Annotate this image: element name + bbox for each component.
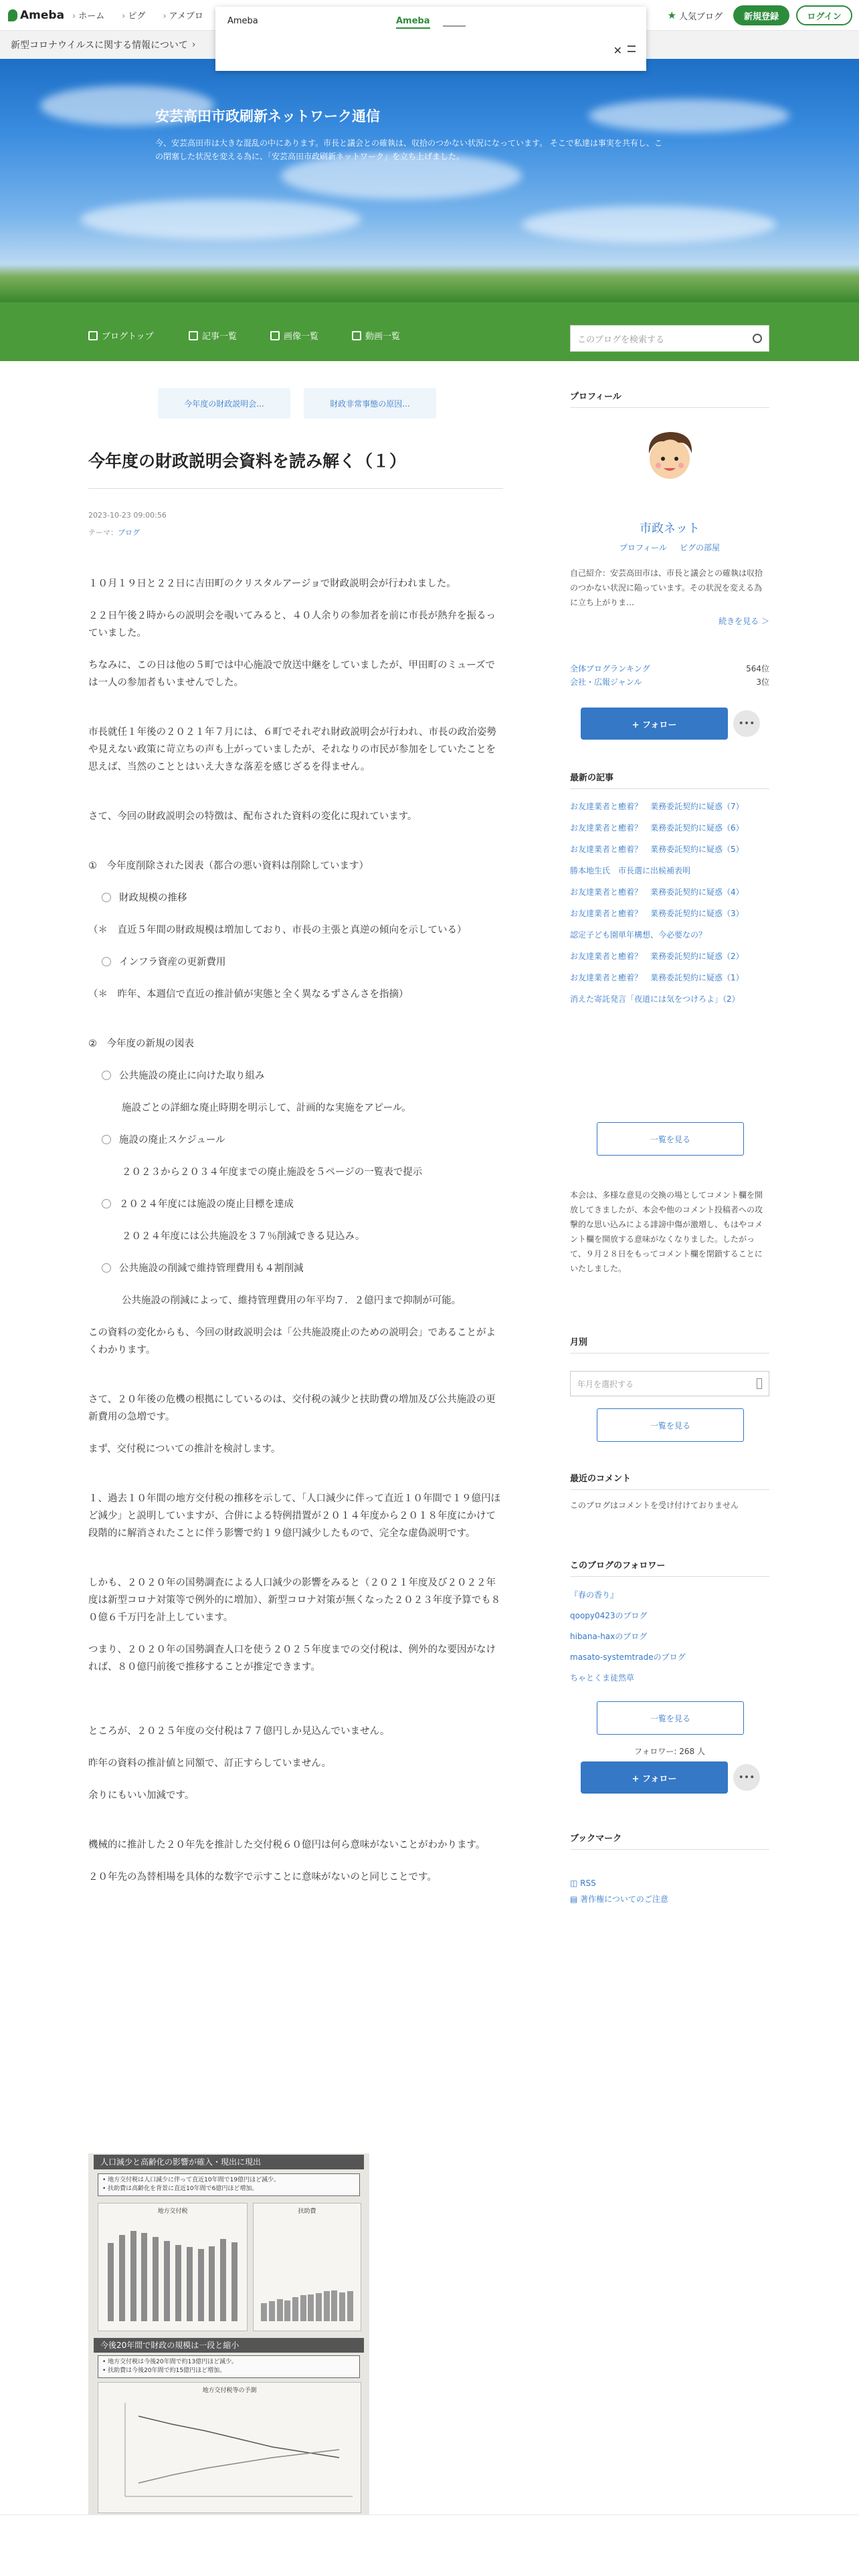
ranking-row[interactable]: [570, 662, 769, 675]
article-paragraph: ところが、２０２５年度の交付税は７７億円しか見込んでいません。: [88, 1726, 390, 1737]
login-button[interactable]: ログイン: [796, 5, 852, 25]
next-article-link[interactable]: 財政非常事態の原因...: [304, 388, 436, 419]
profile-heading: プロフィール: [570, 389, 769, 408]
followers-heading: このブログのフォロワー: [570, 1558, 769, 1577]
logo-text: Ameba: [20, 8, 65, 22]
follower-link[interactable]: ちゃとくま徒然草: [570, 1673, 635, 1683]
popup-title: Ameba: [227, 16, 258, 26]
profile-link[interactable]: プロフィール: [619, 543, 667, 552]
register-button[interactable]: 新規登録: [733, 5, 789, 25]
chevron-right-icon: ›: [191, 39, 196, 50]
nav-article-list[interactable]: [189, 329, 237, 342]
blog-description: 今、安芸高田市は大きな混乱の中にあります。市長と議会との確執は、収拾のつかない状況になっています。 そこで私達は事実を共有し、この閉塞した状況を変える為に、「安芸高田市政刷新ネットワーク」を立ち上げました。: [155, 138, 662, 161]
bookmark-heading: ブックマーク: [570, 1831, 769, 1850]
profile-links: [570, 542, 769, 553]
latest-article-link[interactable]: お友達業者と癒着？ 業務委託契約に疑惑（2）: [570, 952, 744, 961]
list-note: （＊ 直近５年間の財政規模は増加しており、市長の主張と真逆の傾向を示している）: [88, 925, 467, 936]
list-item-text: インフラ資産の更新費用: [119, 957, 226, 968]
ranking-label: 全体ブログランキング: [570, 664, 650, 673]
article-paragraph: １、過去１０年間の地方交付税の推移を示して、「人口減少に伴って直近１０年間で１９億円ほど減少」と説明していますが、合併による特例措置が２０１４年度から２０１８年度にかけて段階的に解消されたことに伴う影響で約１９億円減少したもので、完全な虚偽説明です。: [88, 1493, 500, 1539]
scan-bar: [308, 2294, 314, 2322]
latest-article-link[interactable]: お友達業者と癒着？ 業務委託契約に疑惑（6）: [570, 823, 744, 833]
scan-bar: [108, 2243, 114, 2321]
follower-count: フォロワー: 268 人: [634, 1747, 705, 1756]
scan-note: [98, 2173, 360, 2196]
scan-bar: [277, 2299, 283, 2321]
scan-bar: [198, 2249, 204, 2321]
latest-article-link[interactable]: お友達業者と癒着？ 業務委託契約に疑惑（5）: [570, 845, 744, 854]
popup-tab-ameba[interactable]: Ameba: [396, 16, 430, 29]
nav-ameblo-link[interactable]: › アメブロ: [163, 9, 203, 21]
scan-line-chart: [98, 2383, 362, 2514]
list-note: （＊ 昨年、本週信で直近の推計値が実態と全く異なるずさんさを指摘）: [88, 989, 409, 1000]
scan-panel-label: 地方交付税等の予測: [202, 2387, 257, 2394]
radio-bullet-icon: [102, 1263, 111, 1273]
scan-note-line: • 地方交付税は人口減少に伴って直近10年間で19億円ほど減少。: [102, 2177, 280, 2183]
list-note: 施設ごとの詳細な廃止時期を明示して、計画的な実施をアピール。: [122, 1103, 411, 1113]
follower-link[interactable]: qoopy0423のブログ: [570, 1611, 648, 1620]
comment-notice: 本会は、多様な意見の交換の場としてコメント欄を開放してきましたが、本会や他のコメント投稿者への攻撃的な思い込みによる誹謗中傷が激増し、もはやコメント欄を開放する意味がなくなりました。したがって、９月２８日をもってコメント欄を閉鎖することにいたしました。: [570, 1190, 763, 1273]
latest-articles: [570, 770, 769, 1011]
star-icon: ★: [667, 9, 676, 21]
home-icon: [88, 331, 98, 340]
article-paragraph: つまり、２０２０年の国勢調査人口を使う２０２５年度までの交付税は、例外的な要因がなければ、８０億円前後で推移することが推定できます。: [88, 1644, 496, 1673]
cloud-decoration: [522, 206, 776, 243]
scan-chart-panel: [253, 2203, 361, 2331]
ranking-value: 564位: [746, 664, 769, 673]
theme-label: テーマ：: [88, 528, 118, 537]
blog-nav-items: [0, 302, 859, 361]
list-item-text: 公共施設の廃止に向けた取り組み: [119, 1071, 265, 1081]
article-paragraph: ちなみに、この日は他の５町では中心施設で放送中継をしていましたが、甲田町のミューズでは一人の参加者もいませんでした。: [88, 660, 495, 688]
list-note: ２０２４年度には公共施設を３７％削減できる見込み。: [122, 1231, 365, 1242]
scan-bar: [153, 2237, 159, 2321]
section-heading: ② 今年度の新規の図表: [88, 1039, 194, 1049]
scan-bar: [175, 2245, 181, 2321]
image-icon: [270, 331, 280, 340]
latest-article-link[interactable]: お友達業者と癒着？ 業務委託契約に疑惑（3）: [570, 909, 744, 918]
list-note: ２０２３から２０３４年度までの廃止施設を５ページの一覧表で提示: [122, 1167, 423, 1178]
ranking-value: 3位: [756, 677, 769, 687]
comments-text: このブログはコメントを受け付けておりません: [570, 1501, 739, 1510]
article-paragraph: 機械的に推計した２０年先を推計した交付税６０億円は何ら意味がないことがわかります。: [88, 1840, 486, 1850]
top-nav-links: [67, 9, 203, 21]
article-paragraph: 余りにもいい加減です。: [88, 1790, 195, 1801]
radio-bullet-icon: [102, 957, 111, 966]
scan-note-line: • 地方交付税は今後20年間で約13億円ほど減少。: [102, 2359, 238, 2365]
scan-bar: [347, 2291, 353, 2321]
scan-bar: [269, 2301, 275, 2321]
scan-bar: [220, 2239, 226, 2321]
article-paragraph: さて、今回の財政説明会の特徴は、配布された資料の変化に現れています。: [88, 811, 417, 822]
nav-home-link[interactable]: › ホーム: [72, 9, 104, 21]
scan-line-series: [138, 2450, 339, 2483]
list-note: 公共施設の削減によって、維持管理費用の年平均７．２億円まで抑制が可能。: [122, 1295, 462, 1306]
popular-blog-link[interactable]: [668, 9, 723, 22]
list-item: [88, 1196, 503, 1213]
followers-list-button[interactable]: 一覧を見る: [597, 1701, 744, 1735]
month-select[interactable]: [570, 1371, 769, 1396]
theme-link[interactable]: ブログ: [118, 528, 140, 537]
scan-bar: [316, 2293, 322, 2321]
article-paragraph: 市長就任１年後の２０２１年７月には、６町でそれぞれ財政説明会が行われ、市長の政治姿勢や見えない政策に苛立ちの声も上がっていましたが、それなりの市民が参加をしていたことを思えば、当然のこととはいえ大きな落差を感じざるを得ません。: [88, 727, 496, 772]
article-paragraph: 昨年の資料の推計値と同額で、訂正すらしていません。: [88, 1758, 332, 1769]
follow-button[interactable]: + フォロー: [581, 708, 728, 740]
scan-bar: [339, 2292, 345, 2322]
latest-article-link[interactable]: 消えた寄託発言「夜道には気をつけろよ」（2）: [570, 994, 740, 1004]
scan-note: [98, 2355, 360, 2378]
scan-bar: [164, 2241, 170, 2321]
nav-blog-top-label: ブログトップ: [102, 332, 154, 342]
follower-list: [570, 1585, 769, 1689]
popup-tab-placeholder[interactable]: [443, 25, 466, 27]
profile-name[interactable]: 市政ネット: [640, 522, 700, 536]
section-heading: ① 今年度削除された図表（都合の悪い資料は削除しています）: [88, 861, 369, 871]
article-paragraph: さて、２０年後の危機の根拠にしているのは、交付税の減少と扶助費の増加及び公共施設の更新費用の急増です。: [88, 1394, 496, 1422]
article-paragraph: ２２日午後２時からの説明会を覗いてみると、４０人余りの参加者を前に市長が熱弁を振るっていました。: [88, 611, 496, 639]
blog-title[interactable]: 安芸高田市政刷新ネットワーク通信: [155, 108, 380, 124]
follow-button-2[interactable]: + フォロー: [581, 1761, 728, 1794]
profile-intro: 自己紹介：安芸高田市は、市長と議会との確執は収拾のつかない状況に陥っています。その状況を変える為に立ち上がりま…: [570, 568, 763, 607]
follower-link[interactable]: hibana-haxのブログ: [570, 1632, 648, 1641]
more-options-button[interactable]: •••: [733, 710, 760, 737]
scan-bar: [187, 2247, 193, 2321]
latest-article-link[interactable]: お友達業者と癒着？ 業務委託契約に疑惑（4）: [570, 887, 744, 897]
follower-link[interactable]: 『春の香り』: [570, 1590, 619, 1600]
blog-search-placeholder: このブログを検索する: [577, 334, 665, 345]
bottom-bar: [0, 2514, 859, 2576]
read-more-link[interactable]: 続きを見る ＞: [719, 617, 769, 626]
scan-bar: [300, 2295, 306, 2321]
avatar[interactable]: [634, 419, 705, 490]
scan-bar: [119, 2235, 125, 2321]
latest-article-link[interactable]: 勝本地生氏 市長選に出候補表明: [570, 866, 691, 875]
radio-bullet-icon: [102, 1199, 111, 1208]
copyright-label: 著作権についてのご注意: [580, 1895, 668, 1904]
nav-pig-link[interactable]: › ピグ: [122, 9, 145, 21]
month-select-placeholder: 年月を選択する: [577, 1379, 634, 1389]
copyright-link[interactable]: [570, 1891, 769, 1907]
covid-notice-text: 新型コロナウイルスに関する情報について: [11, 40, 188, 51]
nav-video-list[interactable]: [352, 329, 400, 342]
scan-panel-label: 地方交付税: [157, 2208, 188, 2215]
article-paragraph: まず、交付税についての推計を検討します。: [88, 1444, 281, 1455]
avatar-illustration: [634, 419, 705, 490]
ranking-row[interactable]: [570, 675, 769, 689]
radio-bullet-icon: [102, 893, 111, 902]
ameba-logo[interactable]: [0, 9, 67, 22]
latest-article-link[interactable]: お友達業者と癒着？ 業務委託契約に疑惑（1）: [570, 973, 744, 982]
nav-video-list-label: 動画一覧: [365, 332, 401, 342]
rss-link[interactable]: [570, 1875, 769, 1891]
rss-icon: ◫: [570, 1879, 581, 1888]
latest-heading: 最新の記事: [570, 770, 769, 789]
article-paragraph: しかも、２０２０年の国勢調査による人口減少の影響をみると（２０２１年度及び２０２２年度は新型コロナ対策等で例外的に増加）、新型コロナ対策が無くなった２０２３年度予算でも８０億６千万円を計上しています。: [88, 1578, 501, 1623]
nav-blog-top[interactable]: [88, 329, 154, 342]
list-item-text: 施設の廃止スケジュール: [119, 1135, 225, 1146]
scan-bar: [292, 2297, 298, 2321]
article-theme: [88, 524, 167, 542]
list-icon: [189, 331, 198, 340]
article-meta: [88, 507, 167, 542]
article-title: 今年度の財政説明会資料を読み解く（１）: [88, 448, 503, 489]
more-options-button-2[interactable]: •••: [733, 1764, 760, 1791]
radio-bullet-icon: [102, 1135, 111, 1144]
scan-bar: [331, 2290, 337, 2322]
list-item-text: 財政規模の推移: [119, 893, 187, 903]
list-item-text: 公共施設の削減で維持管理費用も４割削減: [119, 1263, 304, 1274]
close-icon[interactable]: ✕: [613, 44, 622, 57]
scan-bar: [261, 2303, 267, 2321]
scanned-document-image[interactable]: [88, 2153, 369, 2516]
top-right-actions: [668, 5, 852, 25]
scan-chart-panel: [98, 2203, 248, 2331]
cloud-decoration: [589, 99, 789, 132]
latest-list-all-button[interactable]: 一覧を見る: [597, 1122, 744, 1156]
ranking-box: [570, 662, 769, 689]
scan-banner: 今後20年間で財政の規模は一段と縮小: [94, 2338, 364, 2353]
latest-article-link[interactable]: 認定子ども園単年構想、今必要なの？: [570, 930, 707, 940]
rss-label: RSS: [580, 1879, 596, 1888]
scan-bar: [324, 2291, 330, 2321]
list-item: [88, 1132, 503, 1149]
article-pagination: [158, 388, 436, 419]
popular-blog-label: 人気ブログ: [678, 11, 723, 22]
radio-bullet-icon: [102, 1071, 111, 1080]
latest-article-link[interactable]: お友達業者と癒着？ 業務委託契約に疑惑（7）: [570, 802, 744, 811]
scan-line-series: [138, 2416, 339, 2458]
month-heading: 月別: [570, 1335, 769, 1354]
scan-note-line: • 扶助費は高齢化を背景に直近10年間で6億円ほど増加。: [102, 2185, 258, 2192]
article-paragraph: １０月１９日と２２日に吉田町のクリスタルアージョで財政説明会が行われました。: [88, 578, 456, 589]
article-paragraph: ２０年先の為替相場を具体的な数字で示すことに意味がないのと同じことです。: [88, 1872, 437, 1883]
article-body: [88, 575, 503, 1886]
pig-room-link[interactable]: ピグの部屋: [679, 543, 720, 552]
nav-image-list[interactable]: [270, 329, 318, 342]
month-list-button[interactable]: 一覧を見る: [597, 1408, 744, 1442]
latest-list: [570, 797, 769, 1011]
blog-search-input[interactable]: [570, 325, 769, 352]
menu-icon[interactable]: [628, 45, 636, 52]
video-icon: [352, 331, 361, 340]
ameba-popup: [215, 7, 646, 71]
scan-panel-label: 扶助費: [298, 2208, 316, 2215]
ameba-leaf-icon: [8, 9, 17, 21]
list-item-text: ２０２４年度には施設の廃止目標を達成: [119, 1199, 294, 1210]
document-icon: ▤: [570, 1895, 581, 1904]
scan-bar: [209, 2246, 215, 2322]
scan-banner: 人口減少と高齢化の影響が確入・現出に現出: [94, 2155, 364, 2169]
ranking-label: 会社・広報ジャンル: [570, 677, 642, 687]
scan-bar: [231, 2242, 237, 2322]
scan-bar: [130, 2231, 136, 2321]
scan-bar: [141, 2233, 147, 2321]
list-item: [88, 1260, 503, 1277]
bookmark-list: [570, 1875, 769, 1907]
article-paragraph: この資料の変化からも、今回の財政説明会は「公共施設廃止のための説明会」であることがよくわかります。: [88, 1327, 496, 1356]
list-item: [88, 889, 503, 907]
chevron-down-icon: [757, 1378, 762, 1389]
scan-bar: [284, 2300, 290, 2322]
scan-note-line: • 扶助費は今後20年間で約15億円ほど増加。: [102, 2367, 226, 2374]
list-item: [88, 1067, 503, 1085]
article-date: 2023-10-23 09:00:56: [88, 511, 167, 520]
nav-article-list-label: 記事一覧: [202, 332, 237, 342]
search-icon[interactable]: [753, 334, 762, 343]
cloud-decoration: [80, 199, 361, 239]
prev-article-link[interactable]: 今年度の財政説明会...: [158, 388, 290, 419]
list-item: [88, 954, 503, 971]
comments-heading: 最近のコメント: [570, 1471, 769, 1490]
nav-image-list-label: 画像一覧: [284, 332, 319, 342]
scan-chart-panel: [98, 2382, 361, 2513]
follower-link[interactable]: masato-systemtradeのブログ: [570, 1652, 686, 1662]
